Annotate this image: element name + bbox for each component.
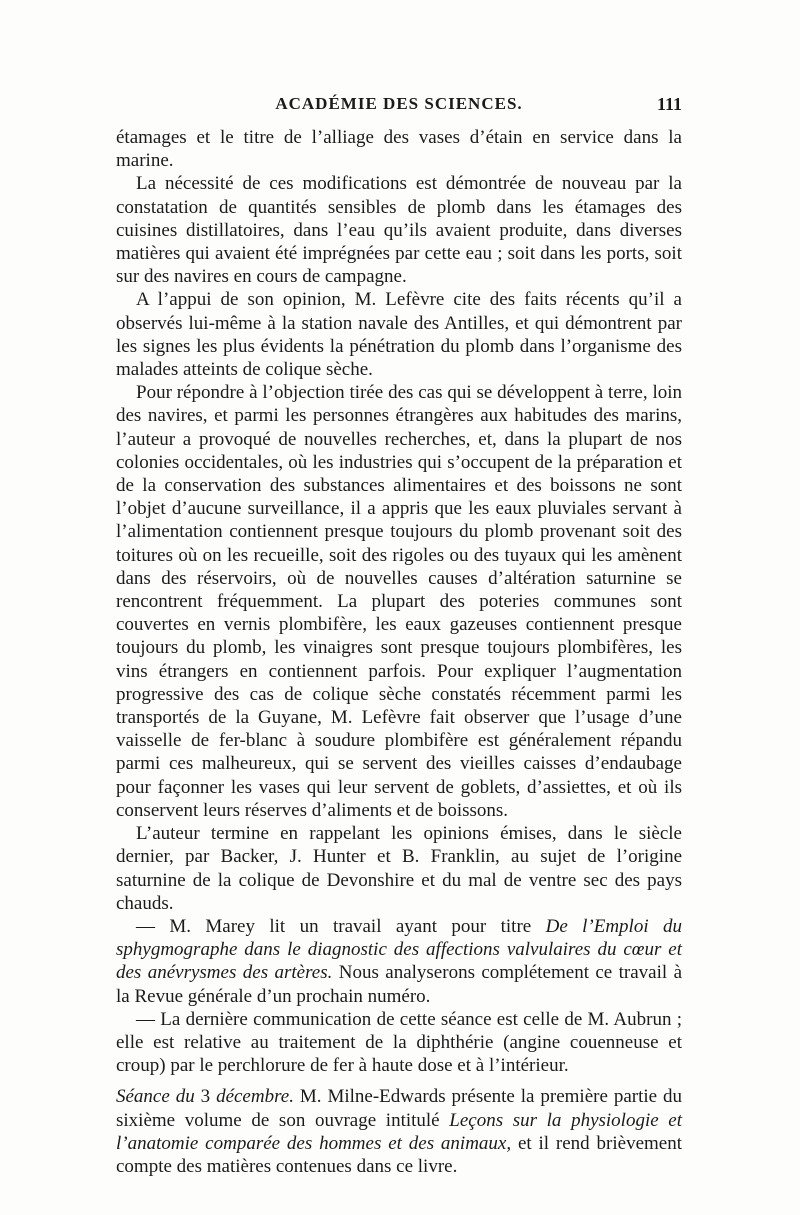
seance-month: décembre. xyxy=(216,1086,294,1108)
paragraph-aubrun: — La dernière communication de cette séance est celle de M. Aubrun ; elle est relative au traitement de la diphthérie (angine couenneuse et croup) par le perchlorure de fer à haute dose et à l’intérieur. xyxy=(116,1008,682,1077)
seance-text-end: et il rend brièvement compte des matières contenues dans ce livre. xyxy=(116,1132,682,1177)
paragraph-continuation: étamages et le titre de l’alliage des vases d’étain en service dans la marine. xyxy=(116,127,682,172)
marey-text-start: — M. Marey lit un travail ayant pour titre xyxy=(136,915,546,937)
running-header xyxy=(116,94,682,118)
marey-work-title: De l’Emploi du sphygmographe dans le diagnostic des affections valvulaires du cœur et des anévrysmes des artères. xyxy=(116,915,682,984)
paragraph-objection: Pour répondre à l’objection tirée des cas qui se développent à terre, loin des navires, et parmi les personnes étrangères aux habitudes des marins, l’auteur a provoqué de nouvelles recherches, et, dans la plupart de nos colonies occidentales, où les industries qui s’occupent de la préparation et de la conservation des substances alimentaires et des boissons ne sont l’objet d’aucune surveillance, il a appris que les eaux pluviales servant à l’alimentation contiennent presque toujours du plomb provenant soit des toitures où on les recueille, soit des rigoles ou des tuyaux qui les amènent dans des réservoirs, où de nouvelles causes d’altération saturnine se rencontrent fréquemment. La plupart des poteries communes sont couvertes en vernis plombifère, les eaux gazeuses contiennent presque toujours du plomb, les vinaigres sont presque toujours plombifères, les vins étrangers en contiennent parfois. Pour expliquer l’augmentation progressive des cas de colique sèche constatés récemment parmi les transportés de la Guyane, M. Lefèvre fait observer que l’usage d’une vaisselle de fer-blanc à soudure plombifère est généralement répandu parmi ces malheureux, qui se servent des vieilles caisses d’endaubage pour façonner les vases qui leur servent de goblets, d’assiettes, et où ils conservent leurs réserves d’aliments et de boissons. xyxy=(116,382,682,821)
seance-date-number: 3 xyxy=(194,1086,217,1108)
running-title: ACADÉMIE DES SCIENCES. xyxy=(275,94,523,113)
page-number: 111 xyxy=(656,94,682,114)
body-text xyxy=(116,126,682,1178)
paragraph-necessite: La nécessité de ces modifications est démontrée de nouveau par la constatation de quantités sensibles de plomb dans les étamages des cuisines distillatoires, dans l’eau qu’ils avaient produite, dans diverses matières qui avaient été imprégnées par cette eau ; soit dans les ports, soit sur des navires en cours de campagne. xyxy=(116,173,682,288)
paragraph-lefevre-opinion: A l’appui de son opinion, M. Lefèvre cite des faits récents qu’il a observés lui-même à la station navale des Antilles, et qui démontrent par les signes les plus évidents la pénétration du plomb dans l’organisme des malades atteints de colique sèche. xyxy=(116,289,682,381)
paragraph-conclusion: L’auteur termine en rappelant les opinions émises, dans le siècle dernier, par Backer, J. Hunter et B. Franklin, au sujet de l’origine saturnine de la colique de Devonshire et du mal de ventre sec des pays chauds. xyxy=(116,823,682,914)
seance-book-title: Leçons sur la physiologie et l’anatomie comparée des hommes et des animaux, xyxy=(116,1109,683,1154)
paragraph-marey xyxy=(116,915,682,1008)
seance-label: Séance du xyxy=(116,1086,195,1108)
marey-text-end: Nous analyserons complétement ce travail à la Revue générale d’un prochain numéro. xyxy=(116,962,682,1007)
paragraph-seance-3-decembre xyxy=(116,1085,682,1178)
seance-text-start: M. Milne-Edwards présente la première partie du sixième volume de son ouvrage intitulé xyxy=(116,1086,682,1131)
